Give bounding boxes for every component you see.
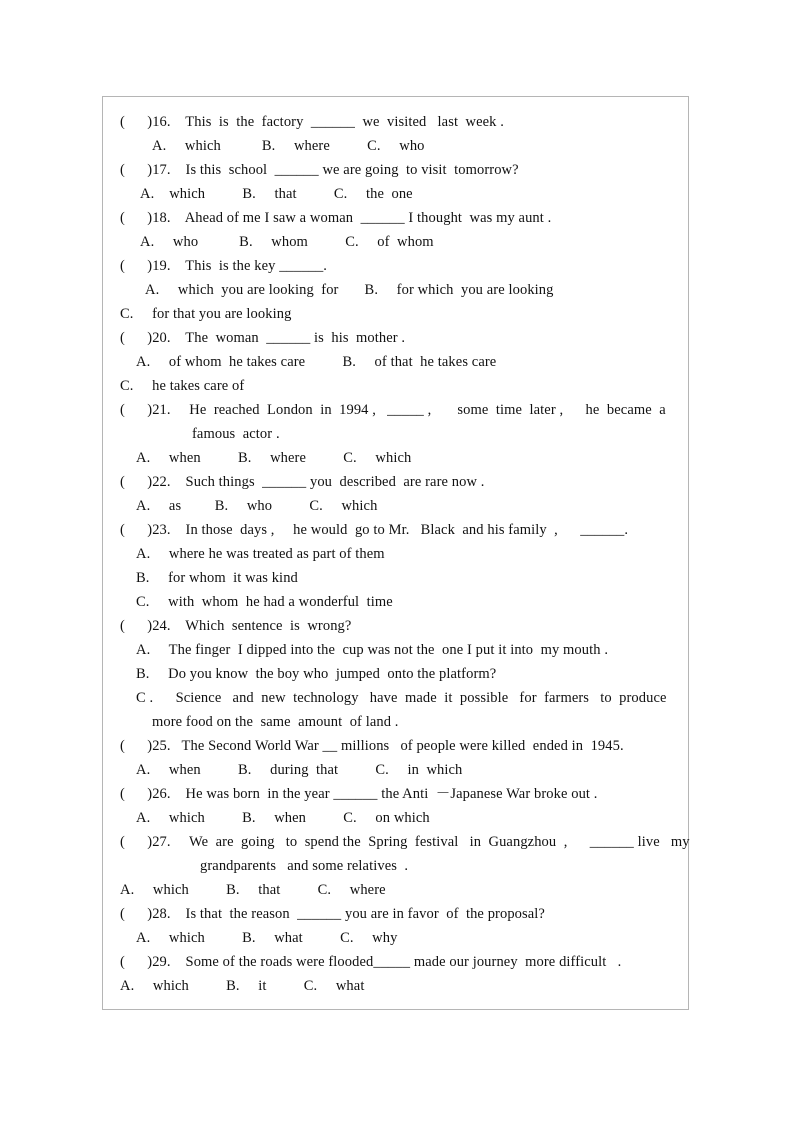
options-18: A. who B. whom C. of whom (140, 234, 434, 250)
question-22: ( )22. Such things ______ you described are rare now . (120, 474, 485, 490)
option-24-c-continued: more food on the same amount of land . (152, 714, 399, 730)
question-26: ( )26. He was born in the year ______ the Anti －Japanese War broke out . (120, 786, 598, 802)
question-19: ( )19. This is the key ______. (120, 258, 328, 274)
options-16: A. which B. where C. who (152, 138, 425, 154)
question-25: ( )25. The Second World War __ millions of people were killed ended in 1945. (120, 738, 624, 754)
question-29: ( )29. Some of the roads were flooded_____ made our journey more difficult . (120, 954, 622, 970)
option-24-c: C . Science and new technology have made it possible for farmers to produce (136, 690, 667, 706)
question-20: ( )20. The woman ______ is his mother . (120, 330, 406, 346)
option-23-a: A. where he was treated as part of them (136, 546, 385, 562)
option-23-b: B. for whom it was kind (136, 570, 298, 586)
options-17: A. which B. that C. the one (140, 186, 413, 202)
question-16: ( )16. This is the factory ______ we visited last week . (120, 114, 504, 130)
options-20-c: C. he takes care of (120, 378, 245, 394)
question-28: ( )28. Is that the reason ______ you are in favor of the proposal? (120, 906, 545, 922)
options-20-ab: A. of whom he takes care B. of that he takes care (136, 354, 497, 370)
options-29: A. which B. it C. what (120, 978, 365, 994)
options-26: A. which B. when C. on which (136, 810, 430, 826)
options-21: A. when B. where C. which (136, 450, 412, 466)
question-23: ( )23. In those days , he would go to Mr. Black and his family , ______. (120, 522, 629, 538)
options-19-c: C. for that you are looking (120, 306, 292, 322)
option-23-c: C. with whom he had a wonderful time (136, 594, 393, 610)
question-18: ( )18. Ahead of me I saw a woman ______ I thought was my aunt . (120, 210, 552, 226)
option-24-a: A. The finger I dipped into the cup was not the one I put it into my mouth . (136, 642, 609, 658)
question-24: ( )24. Which sentence is wrong? (120, 618, 352, 634)
options-28: A. which B. what C. why (136, 930, 398, 946)
options-25: A. when B. during that C. in which (136, 762, 463, 778)
question-27: ( )27. We are going to spend the Spring festival in Guangzhou , ______ live my (120, 834, 690, 850)
question-21-continued: famous actor . (192, 426, 280, 442)
question-17: ( )17. Is this school ______ we are going to visit tomorrow? (120, 162, 519, 178)
question-21: ( )21. He reached London in 1994 , _____ , some time later , he became a (120, 402, 666, 418)
options-22: A. as B. who C. which (136, 498, 378, 514)
options-19-ab: A. which you are looking for B. for which you are looking (145, 282, 554, 298)
option-24-b: B. Do you know the boy who jumped onto the platform? (136, 666, 497, 682)
options-27: A. which B. that C. where (120, 882, 386, 898)
question-27-continued: grandparents and some relatives . (200, 858, 409, 874)
